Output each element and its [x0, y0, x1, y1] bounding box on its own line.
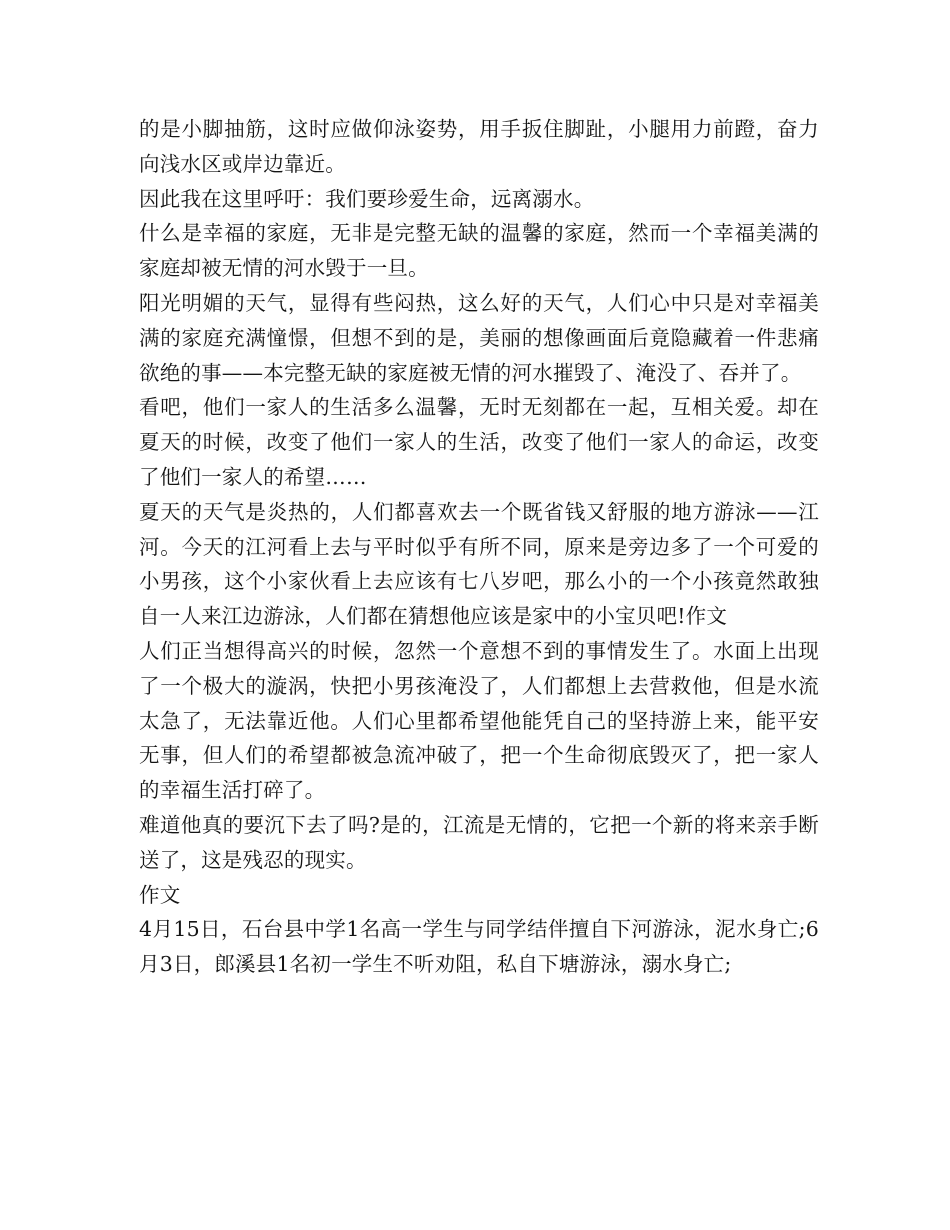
- paragraph-4: 阳光明媚的天气，显得有些闷热，这么好的天气，人们心中只是对幸福美满的家庭充满憧憬，但想不到的是，美丽的想像画面后竟隐藏着一件悲痛欲绝的事——本完整无缺的家庭被无情的河水摧毁了、淹没了、吞并了。: [139, 290, 819, 385]
- paragraph-3: 什么是幸福的家庭，无非是完整无缺的温馨的家庭，然而一个幸福美满的家庭却被无情的河水毁于一旦。: [139, 221, 819, 281]
- paragraph-7: 人们正当想得高兴的时候，忽然一个意想不到的事情发生了。水面上出现了一个极大的漩涡，快把小男孩淹没了，人们都想上去营救他，但是水流太急了，无法靠近他。人们心里都希望他能凭自己的坚持游上来，能平安无事，但人们的希望都被急流冲破了，把一个生命彻底毁灭了，把一家人的幸福生活打碎了。: [139, 638, 819, 803]
- paragraph-2: 因此我在这里呼吁：我们要珍爱生命，远离溺水。: [139, 186, 595, 211]
- paragraph-5: 看吧，他们一家人的生活多么温馨，无时无刻都在一起，互相关爱。却在夏天的时候，改变了他们一家人的生活，改变了他们一家人的命运，改变了他们一家人的希望……: [139, 395, 819, 489]
- paragraph-1: 的是小脚抽筋，这时应做仰泳姿势，用手扳住脚趾，小腿用力前蹬，奋力向浅水区或岸边靠近。: [139, 117, 819, 176]
- document-body: [139, 112, 819, 982]
- paragraph-9: 作文: [139, 882, 181, 907]
- paragraph-6: 夏天的天气是炎热的，人们都喜欢去一个既省钱又舒服的地方游泳——江河。今天的江河看上去与平时似乎有所不同，原来是旁边多了一个可爱的小男孩，这个小家伙看上去应该有七八岁吧，那么小的一个小孩竟然敢独自一人来江边游泳，人们都在猜想他应该是家中的小宝贝吧!作文: [139, 499, 819, 629]
- paragraph-8: 难道他真的要沉下去了吗?是的，江流是无情的，它把一个新的将来亲手断送了，这是残忍的现实。: [139, 812, 819, 872]
- paragraph-10: 4月15日，石台县中学1名高一学生与同学结伴擅自下河游泳，泥水身亡;6月3日，郎溪县1名初一学生不听劝阻，私自下塘游泳，溺水身亡;: [139, 917, 819, 977]
